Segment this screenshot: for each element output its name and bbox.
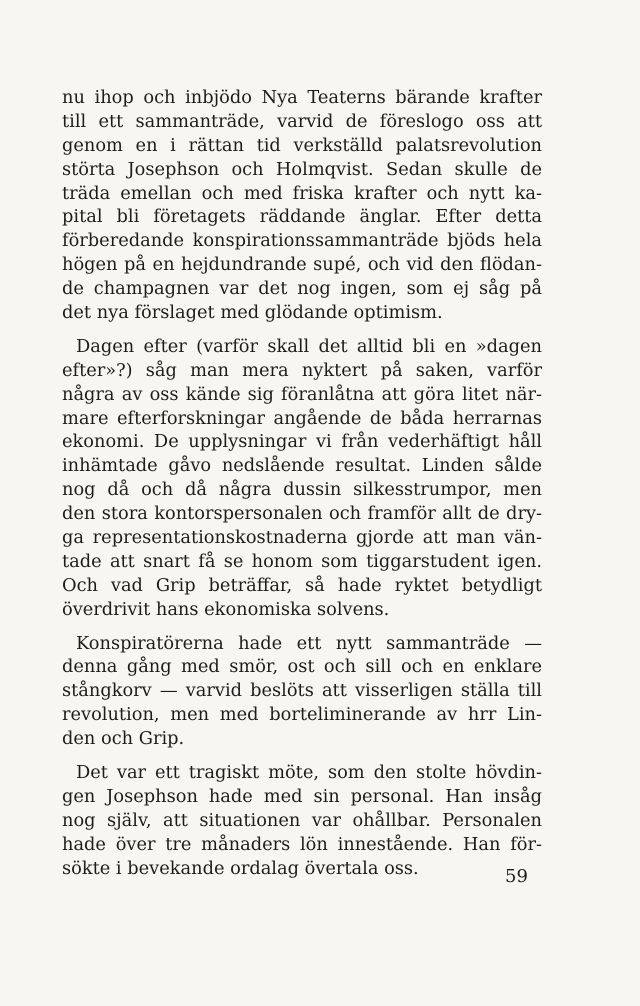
text-line: några av oss kände sig föranlåtna att göra litet när- <box>62 383 542 405</box>
text-line: den och Grip. <box>62 728 185 750</box>
text-line: tade att snart få se honom som tiggarstudent igen. <box>62 550 542 572</box>
text-line: denna gång med smör, ost och sill och en enklare <box>62 656 542 678</box>
text-line: förberedande konspirationssammanträde bjöds hela <box>62 230 542 252</box>
text-line: överdrivit hans ekonomiska solvens. <box>62 598 390 620</box>
text-line: nu ihop och inbjödo Nya Teaterns bärande krafter <box>62 87 542 108</box>
text-line: Konspiratörerna hade ett nytt sammanträde — <box>76 632 542 654</box>
text-line: störta Josephson och Holmqvist. Sedan skulle de <box>62 158 542 180</box>
text-line: genom en i rättan tid verkställd palatsrevolution <box>62 134 542 156</box>
text-line: Det var ett tragiskt möte, som den stolte hövdin- <box>76 762 542 784</box>
text-line: pital bli företagets räddande änglar. Efter detta <box>62 206 542 228</box>
text-line: stångkorv — varvid beslöts att visserligen ställa till <box>62 680 542 702</box>
text-line: nog själv, att situationen var ohållbar. Personalen <box>62 809 542 831</box>
paragraph-3 <box>62 632 542 751</box>
paragraph-4 <box>62 761 542 880</box>
text-line: Dagen efter (varför skall det alltid bli en »dagen <box>76 335 542 357</box>
text-line: de champagnen var det nog ingen, som ej såg på <box>62 278 542 300</box>
text-line: till ett sammanträde, varvid de föreslogo oss att <box>62 110 542 132</box>
text-line: sökte i bevekande ordalag övertala oss. <box>62 857 419 879</box>
text-line: träda emellan och med friska krafter och nytt ka- <box>62 182 542 204</box>
page-number: 59 <box>505 866 528 887</box>
text-line: den stora kontorspersonalen och framför allt de dry- <box>62 503 542 525</box>
text-line: nog då och då några dussin silkesstrumpor, men <box>62 479 542 501</box>
text-line: hade över tre månaders lön innestående. Han för- <box>62 833 542 855</box>
text-line: efter»?) såg man mera nyktert på saken, varför <box>62 359 542 381</box>
text-line: mare efterforskningar angående de båda herrarnas <box>62 407 542 429</box>
text-line: högen på en hejdundrande supé, och vid den flödan- <box>62 254 542 276</box>
text-line: Och vad Grip beträffar, så hade ryktet betydligt <box>62 574 542 596</box>
text-line: ga representationskostnaderna gjorde att man vän- <box>62 527 542 549</box>
paragraph-1 <box>62 86 542 325</box>
text-line: revolution, men med borteliminerande av hrr Lin- <box>62 704 542 726</box>
paragraph-2 <box>62 335 542 622</box>
text-line: gen Josephson hade med sin personal. Han insåg <box>62 785 542 807</box>
text-line: det nya förslaget med glödande optimism. <box>62 302 443 324</box>
body-text <box>62 86 542 891</box>
text-line: ekonomi. De upplysningar vi från vederhäftigt håll <box>62 431 542 453</box>
text-line: inhämtade gåvo nedslående resultat. Linden sålde <box>62 455 542 477</box>
